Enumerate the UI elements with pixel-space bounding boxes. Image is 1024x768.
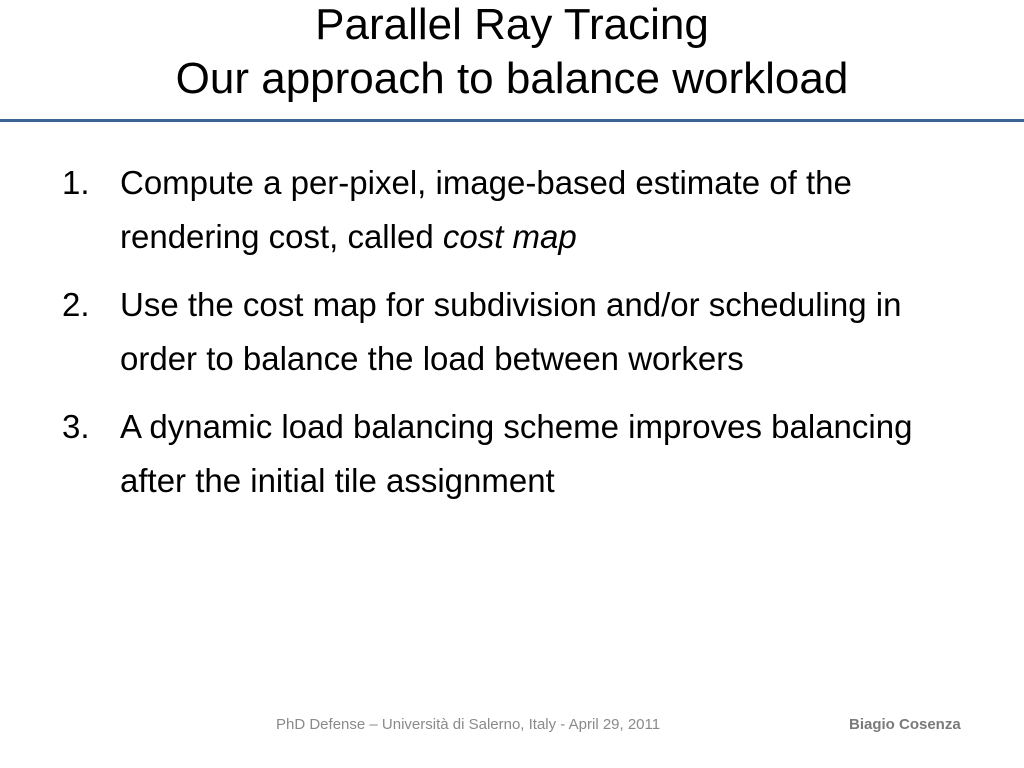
- title-line-1: Parallel Ray Tracing: [315, 0, 709, 49]
- title-line-2: Our approach to balance workload: [175, 54, 849, 103]
- footer-event: PhD Defense – Università di Salerno, Italy - April 29, 2011: [276, 716, 661, 733]
- list-item-3: [62, 400, 962, 508]
- list-item-number: 1.: [62, 164, 90, 201]
- footer-author: Biagio Cosenza: [849, 716, 961, 733]
- list-item-number: 2.: [62, 286, 90, 323]
- list-item-text: A dynamic load balancing scheme improves balancing after the initial tile assignment: [120, 408, 913, 499]
- list-item-2: [62, 278, 962, 386]
- list-item-text-plain: Compute a per-pixel, image-based estimate of the rendering cost, called: [120, 164, 852, 255]
- slide-title: [0, 0, 1024, 106]
- list-item-emphasis: cost map: [442, 218, 577, 255]
- list-item-1: [62, 156, 962, 264]
- list-item-text: [120, 156, 962, 264]
- title-divider: [0, 119, 1024, 122]
- numbered-list: [62, 156, 962, 522]
- list-item-number: 3.: [62, 408, 90, 445]
- list-item-text: Use the cost map for subdivision and/or scheduling in order to balance the load between workers: [120, 286, 902, 377]
